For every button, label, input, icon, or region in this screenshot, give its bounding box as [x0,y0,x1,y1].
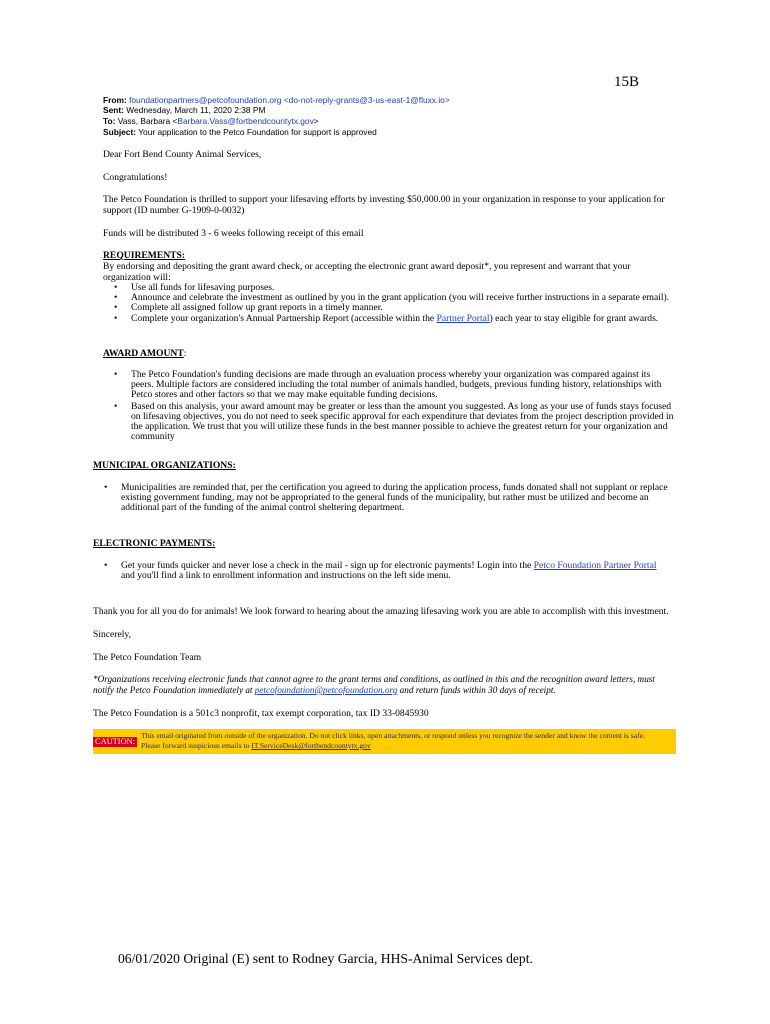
award-heading [103,348,186,359]
municipal-item: • Municipalities are reminded that, per the certification you agreed to during the application process, funds donated shall not supplant or replace existing government funding, may not be appropriated to the general funds of the municipality, but rather must be utilized and become an additional part of the funding of the animal control sheltering department. [104,483,676,514]
from-label: From: [103,95,127,105]
sincerely: Sincerely, [93,629,132,640]
email-subject-line [103,127,377,137]
page-number: 15B [614,74,640,90]
petco-email-link[interactable]: petcofoundation@petcofoundation.org [254,685,398,695]
electronic-text: Get your funds quicker and never lose a check in the mail - sign up for electronic payments! Login into the [121,560,534,571]
requirements-list [114,283,674,324]
municipal-heading [93,460,236,471]
electronic-heading-text: ELECTRONIC PAYMENTS: [93,538,216,549]
requirement-item [114,314,674,324]
to-name: Vass, Barbara < [117,116,178,126]
from-value[interactable]: foundationpartners@petcofoundation.org <do-not-reply-grants@3-us-east-1@fluxx.io> [129,95,450,105]
footnote-text: *Organizations receiving electronic funds that cannot agree to the grant terms and conditions, as outlined in this and the recognition award letters, must notify the Petco Foundation immediately at [93,674,655,695]
thanks-paragraph: Thank you for all you do for animals! We look forward to hearing about the amazing lifesaving work you are able to accomplish with this investment. [93,606,669,617]
req4-text: Complete your organization's Annual Partnership Report (accessible within the [131,312,437,324]
email-from-line [103,95,450,105]
to-end: > [313,116,319,126]
award-list [114,369,674,443]
req4-text-end: ) each year to stay eligible for grant awards. [489,312,659,324]
award-heading-text: AWARD AMOUNT [103,348,184,359]
electronic-item [104,561,664,581]
requirement-item: • Announce and celebrate the investment as outlined by you in the grant application (you will receive further instructions in a separate email). [114,293,674,303]
municipal-list [104,483,676,514]
email-sent-line [103,105,265,115]
caution-tag: CAUTION: [94,737,135,746]
electronic-list [104,561,664,581]
subject-label: Subject: [103,127,137,137]
caution-message [141,731,645,751]
servicedesk-email-link[interactable]: IT.ServiceDesk@fortbendcountytx.gov [251,741,371,750]
requirements-heading-text: REQUIREMENTS: [103,250,186,261]
award-item: • The Petco Foundation's funding decisions are made through an evaluation process whereby your organization was compared against its peers. Multiple factors are considered including the total number of animals handled, budgets, previous funding history, relationships with Petco stores and other factors so that we may make equitable funding decisions. [114,370,674,401]
greeting: Dear Fort Bend County Animal Services, [103,149,262,160]
intro-paragraph: The Petco Foundation is thrilled to support your lifesaving efforts by investing $50,000.00 in your organization in response to your application for support (ID number G-1909-0-0032) [103,194,665,216]
footer-note: 06/01/2020 Original (E) sent to Rodney Garcia, HHS-Animal Services dept. [118,951,533,966]
award-item: • Based on this analysis, your award amount may be greater or less than the amount you suggested. As long as your use of funds stays focused on lifesaving objectives, you do not need to seek specific approval for each expenditure that deviates from the project description provided in the application. We trust that you will utilize these funds in the best manner possible to achieve the greatest return for your organization and community [114,402,674,432]
requirement-item: • Complete all assigned follow up grant reports in a timely manner. [114,303,674,313]
subject-value: Your application to the Petco Foundation for support is approved [138,127,377,137]
caution-line-1: This email originated from outside of the organization. Do not click links, open attachments, or respond unless you recognize the sender and know the content is safe. [141,731,645,740]
footnote-text-end: and return funds within 30 days of receipt. [397,685,556,695]
sent-value: Wednesday, March 11, 2020 2:38 PM [126,105,266,115]
award-colon: : [183,348,187,359]
to-email-link[interactable]: Barbara.Vass@fortbendcountytx.gov [177,116,314,126]
congratulations: Congratulations! [103,172,168,183]
caution-line-2-text: Please forward suspicious emails to [141,741,252,750]
electronic-heading [93,538,215,549]
funds-paragraph: Funds will be distributed 3 - 6 weeks following receipt of this email [103,228,364,239]
partner-portal-link[interactable]: Partner Portal [436,312,490,324]
requirements-intro: By endorsing and depositing the grant award check, or accepting the electronic grant award deposit*, you represent and warrant that your organization will: [103,261,631,283]
caution-line-2 [141,741,645,751]
nonprofit-statement: The Petco Foundation is a 501c3 nonprofit, tax exempt corporation, tax ID 33-0845930 [93,708,429,719]
electronic-text-end: and you'll find a link to enrollment information and instructions on the left side menu. [121,570,451,582]
email-to-line [103,116,319,126]
to-label: To: [103,116,116,126]
partner-portal-link-2[interactable]: Petco Foundation Partner Portal [533,560,657,571]
signature: The Petco Foundation Team [93,652,202,663]
requirement-item: • Use all funds for lifesaving purposes. [114,283,674,293]
sent-label: Sent: [103,105,124,115]
requirements-heading [103,250,185,261]
footnote [93,674,678,696]
municipal-heading-text: MUNICIPAL ORGANIZATIONS: [93,460,236,471]
